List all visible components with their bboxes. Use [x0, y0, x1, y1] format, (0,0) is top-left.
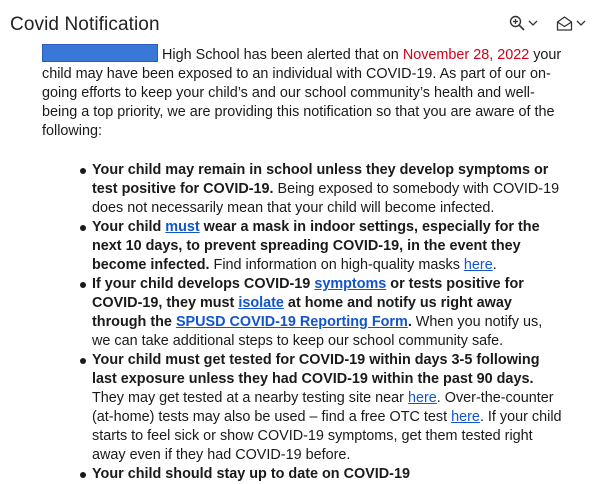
message-body: [42, 44, 562, 484]
message-subject: Covid Notification: [10, 14, 160, 35]
masks-info-link[interactable]: here: [463, 257, 493, 273]
intro-paragraph: High School has been alerted that on November 28, 2022 your child may have been exposed to an individual with COVID-19. As part of our on-going efforts to keep your child’s and our school community’s health and well-being a top priority, we are providing this notification so that you are aware of the following:: [42, 44, 562, 141]
isolate-link[interactable]: isolate: [238, 295, 284, 311]
list-item: Your child must get tested for COVID-19 within days 3-5 following last exposure unless they had COVID-19 within the past 90 days. They may get tested at a nearby testing site near here. Over-the-counter (at-home) tests may also be used – find a free OTC test here. If your child starts to feel sick or show COVID-19 symptoms, get them tested right away even if they had COVID-19 before.: [92, 352, 562, 463]
chevron-down-icon: [576, 19, 586, 27]
testing-site-link[interactable]: here: [407, 390, 437, 406]
exposure-date: November 28, 2022: [402, 47, 530, 63]
message-header: [0, 0, 600, 40]
list-item: Your child may remain in school unless they develop symptoms or test positive for COVID-19. Being exposed to somebody with COVID-19 does not necessarily mean that your child will become infected.: [92, 161, 562, 218]
zoom-in-icon: [509, 15, 525, 31]
must-link[interactable]: must: [165, 219, 200, 235]
redacted-school-name: [42, 44, 158, 62]
list-item: Your child should stay up to date on COVID-19: [92, 465, 562, 484]
zoom-button[interactable]: [509, 15, 538, 31]
list-item: Your child must wear a mask in indoor settings, especially for the next 10 days, to prevent spreading COVID-19, in the event they become infected. Find information on high-quality masks here.: [92, 218, 562, 275]
otc-test-link[interactable]: here: [451, 409, 480, 425]
header-actions: [509, 15, 586, 31]
symptoms-link[interactable]: symptoms: [314, 276, 387, 292]
envelope-open-icon: [556, 15, 573, 31]
list-item: If your child develops COVID-19 symptoms or tests positive for COVID-19, they must isolate at home and notify us right away through the SPUSD COVID-19 Reporting Form. When you notify us, we can take additional steps to keep our school community safe.: [92, 275, 562, 351]
chevron-down-icon: [528, 19, 538, 27]
reporting-form-link[interactable]: SPUSD COVID-19 Reporting Form: [175, 314, 408, 330]
mark-unread-button[interactable]: [556, 15, 586, 31]
